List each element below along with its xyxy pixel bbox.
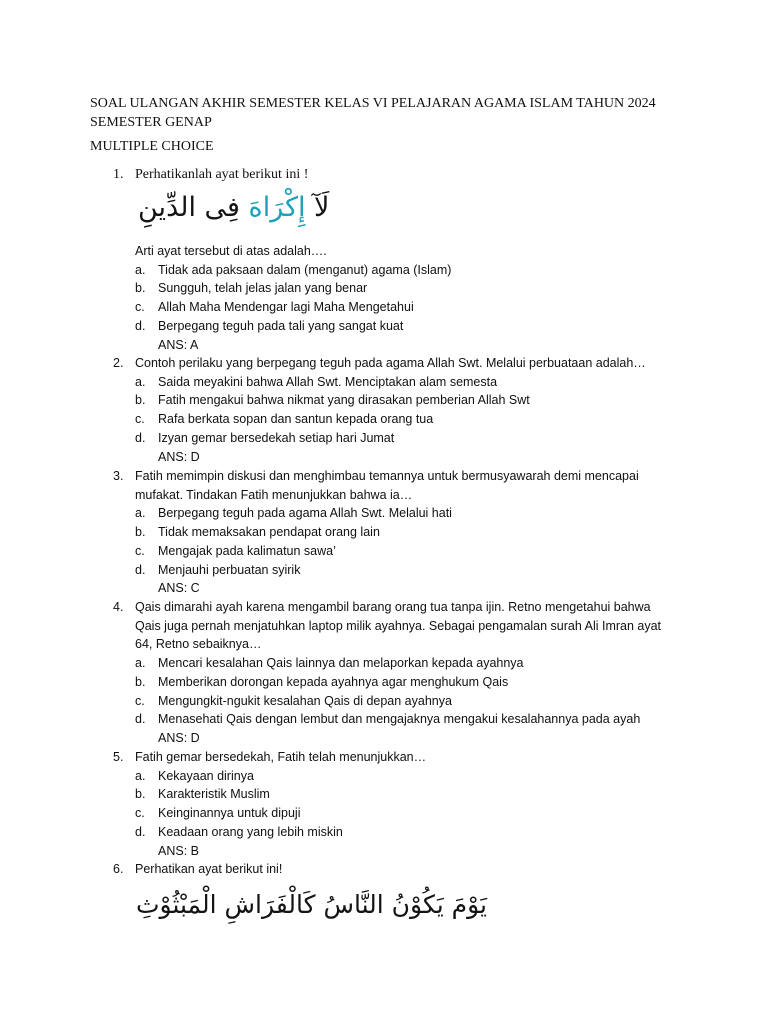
options-list	[113, 261, 673, 336]
question-text: Fatih memimpin diskusi dan menghimbau temannya untuk bermusyawarah demi mencapai mufakat. Tindakan Fatih menunjukkan bahwa ia…	[135, 469, 639, 502]
answer-key: ANS: A	[158, 337, 199, 352]
option-c	[135, 298, 673, 317]
arabic-verse-1	[138, 192, 329, 223]
question-5	[113, 748, 673, 860]
option-letter: b.	[135, 393, 146, 408]
option-text: Menjauhi perbuatan syirik	[158, 562, 301, 577]
option-c	[135, 410, 673, 429]
option-b	[135, 673, 673, 692]
question-number: 3.	[113, 469, 124, 483]
option-a	[135, 654, 673, 673]
option-b	[135, 523, 673, 542]
question-number: 5.	[113, 750, 124, 764]
option-letter: c.	[135, 693, 145, 708]
option-text: Mencari kesalahan Qais lainnya dan melaporkan kepada ayahnya	[158, 656, 524, 671]
option-letter: a.	[135, 656, 146, 671]
option-b	[135, 279, 673, 298]
question-text: Contoh perilaku yang berpegang teguh pada agama Allah Swt. Melalui perbuataan adalah…	[135, 356, 646, 370]
option-letter: c.	[135, 300, 145, 315]
option-d	[135, 561, 673, 580]
option-text: Kekayaan dirinya	[158, 768, 254, 783]
option-letter: d.	[135, 430, 146, 445]
option-letter: d.	[135, 318, 146, 333]
option-text: Karakteristik Muslim	[158, 787, 270, 802]
option-text: Rafa berkata sopan dan santun kepada orang tua	[158, 412, 434, 427]
question-1	[113, 166, 673, 185]
option-b	[135, 785, 673, 804]
question-number: 1.	[113, 167, 124, 182]
arabic-word: فِى الدِّينِ	[138, 192, 249, 223]
option-a	[135, 261, 673, 280]
question-3	[113, 467, 673, 598]
option-c	[135, 542, 673, 561]
option-text: Memberikan dorongan kepada ayahnya agar menghukum Qais	[158, 674, 509, 689]
question-2	[113, 354, 673, 466]
option-d	[135, 710, 673, 729]
option-text: Tidak ada paksaan dalam (menganut) agama (Islam)	[158, 262, 452, 277]
option-text: Berpegang teguh pada agama Allah Swt. Melalui hati	[158, 506, 452, 521]
option-d	[135, 429, 673, 448]
options-list	[113, 504, 673, 579]
question-followup: Arti ayat tersebut di atas adalah….	[135, 244, 327, 258]
options-list	[113, 373, 673, 448]
option-letter: b.	[135, 787, 146, 802]
option-d	[135, 823, 673, 842]
option-letter: a.	[135, 262, 146, 277]
option-letter: d.	[135, 562, 146, 577]
option-text: Sungguh, telah jelas jalan yang benar	[158, 281, 368, 296]
option-text: Keinginannya untuk dipuji	[158, 806, 301, 821]
option-text: Izyan gemar bersedekah setiap hari Jumat	[158, 430, 395, 445]
option-text: Allah Maha Mendengar lagi Maha Mengetahui	[158, 300, 414, 315]
arabic-word-highlight: إِكْرَاهَ	[248, 192, 306, 223]
option-d	[135, 317, 673, 336]
option-a	[135, 504, 673, 523]
question-number: 4.	[113, 600, 124, 614]
option-c	[135, 692, 673, 711]
option-letter: d.	[135, 712, 146, 727]
question-4	[113, 598, 673, 748]
option-a	[135, 373, 673, 392]
question-number: 2.	[113, 356, 124, 370]
option-letter: a.	[135, 506, 146, 521]
answer-key: ANS: D	[158, 730, 200, 745]
option-letter: a.	[135, 374, 146, 389]
option-text: Saida meyakini bahwa Allah Swt. Menciptakan alam semesta	[158, 374, 498, 389]
option-text: Keadaan orang yang lebih miskin	[158, 824, 343, 839]
option-letter: a.	[135, 768, 146, 783]
option-letter: b.	[135, 525, 146, 540]
option-letter: c.	[135, 412, 145, 427]
question-text: Qais dimarahi ayah karena mengambil barang orang tua tanpa ijin. Retno mengetahui bahwa Qais juga pernah menjatuhkan laptop milik ayahnya. Sebagai pengamalan surah Ali Imran ayat 64, Retno sebaiknya…	[135, 600, 662, 652]
exam-title-line1: SOAL ULANGAN AKHIR SEMESTER KELAS VI PELAJARAN AGAMA ISLAM TAHUN 2024	[90, 96, 656, 111]
answer-key: ANS: D	[158, 449, 200, 464]
question-text: Perhatikan ayat berikut ini!	[135, 862, 283, 876]
option-b	[135, 391, 673, 410]
option-a	[135, 767, 673, 786]
option-text: Berpegang teguh pada tali yang sangat kuat	[158, 318, 404, 333]
question-number: 6.	[113, 862, 124, 876]
exam-title-line2: SEMESTER GENAP	[90, 115, 212, 130]
arabic-word: لَآ	[305, 192, 330, 223]
section-heading: MULTIPLE CHOICE	[90, 139, 214, 154]
option-letter: c.	[135, 806, 145, 821]
answer-key: ANS: B	[158, 843, 199, 858]
question-1-body	[113, 242, 673, 354]
option-text: Menasehati Qais dengan lembut dan mengajaknya mengakui kesalahannya pada ayah	[158, 712, 641, 727]
option-letter: d.	[135, 824, 146, 839]
option-text: Fatih mengakui bahwa nikmat yang dirasakan pemberian Allah Swt	[158, 393, 530, 408]
option-c	[135, 804, 673, 823]
arabic-verse-6: يَوْمَ يَكُوْنُ النَّاسُ كَالْفَرَاشِ الْمَبْثُوْثِ	[136, 890, 488, 919]
question-text: Perhatikanlah ayat berikut ini !	[135, 167, 309, 182]
option-letter: b.	[135, 281, 146, 296]
option-text: Mengajak pada kalimatun sawa’	[158, 543, 336, 558]
option-text: Tidak memaksakan pendapat orang lain	[158, 525, 380, 540]
option-letter: b.	[135, 674, 146, 689]
question-text: Fatih gemar bersedekah, Fatih telah menunjukkan…	[135, 750, 427, 764]
answer-key: ANS: C	[158, 581, 200, 596]
options-list	[113, 767, 673, 842]
options-list	[113, 654, 673, 729]
exam-title	[90, 94, 656, 132]
option-letter: c.	[135, 543, 145, 558]
question-6	[113, 860, 673, 879]
option-text: Mengungkit-ngukit kesalahan Qais di depan ayahnya	[158, 693, 452, 708]
